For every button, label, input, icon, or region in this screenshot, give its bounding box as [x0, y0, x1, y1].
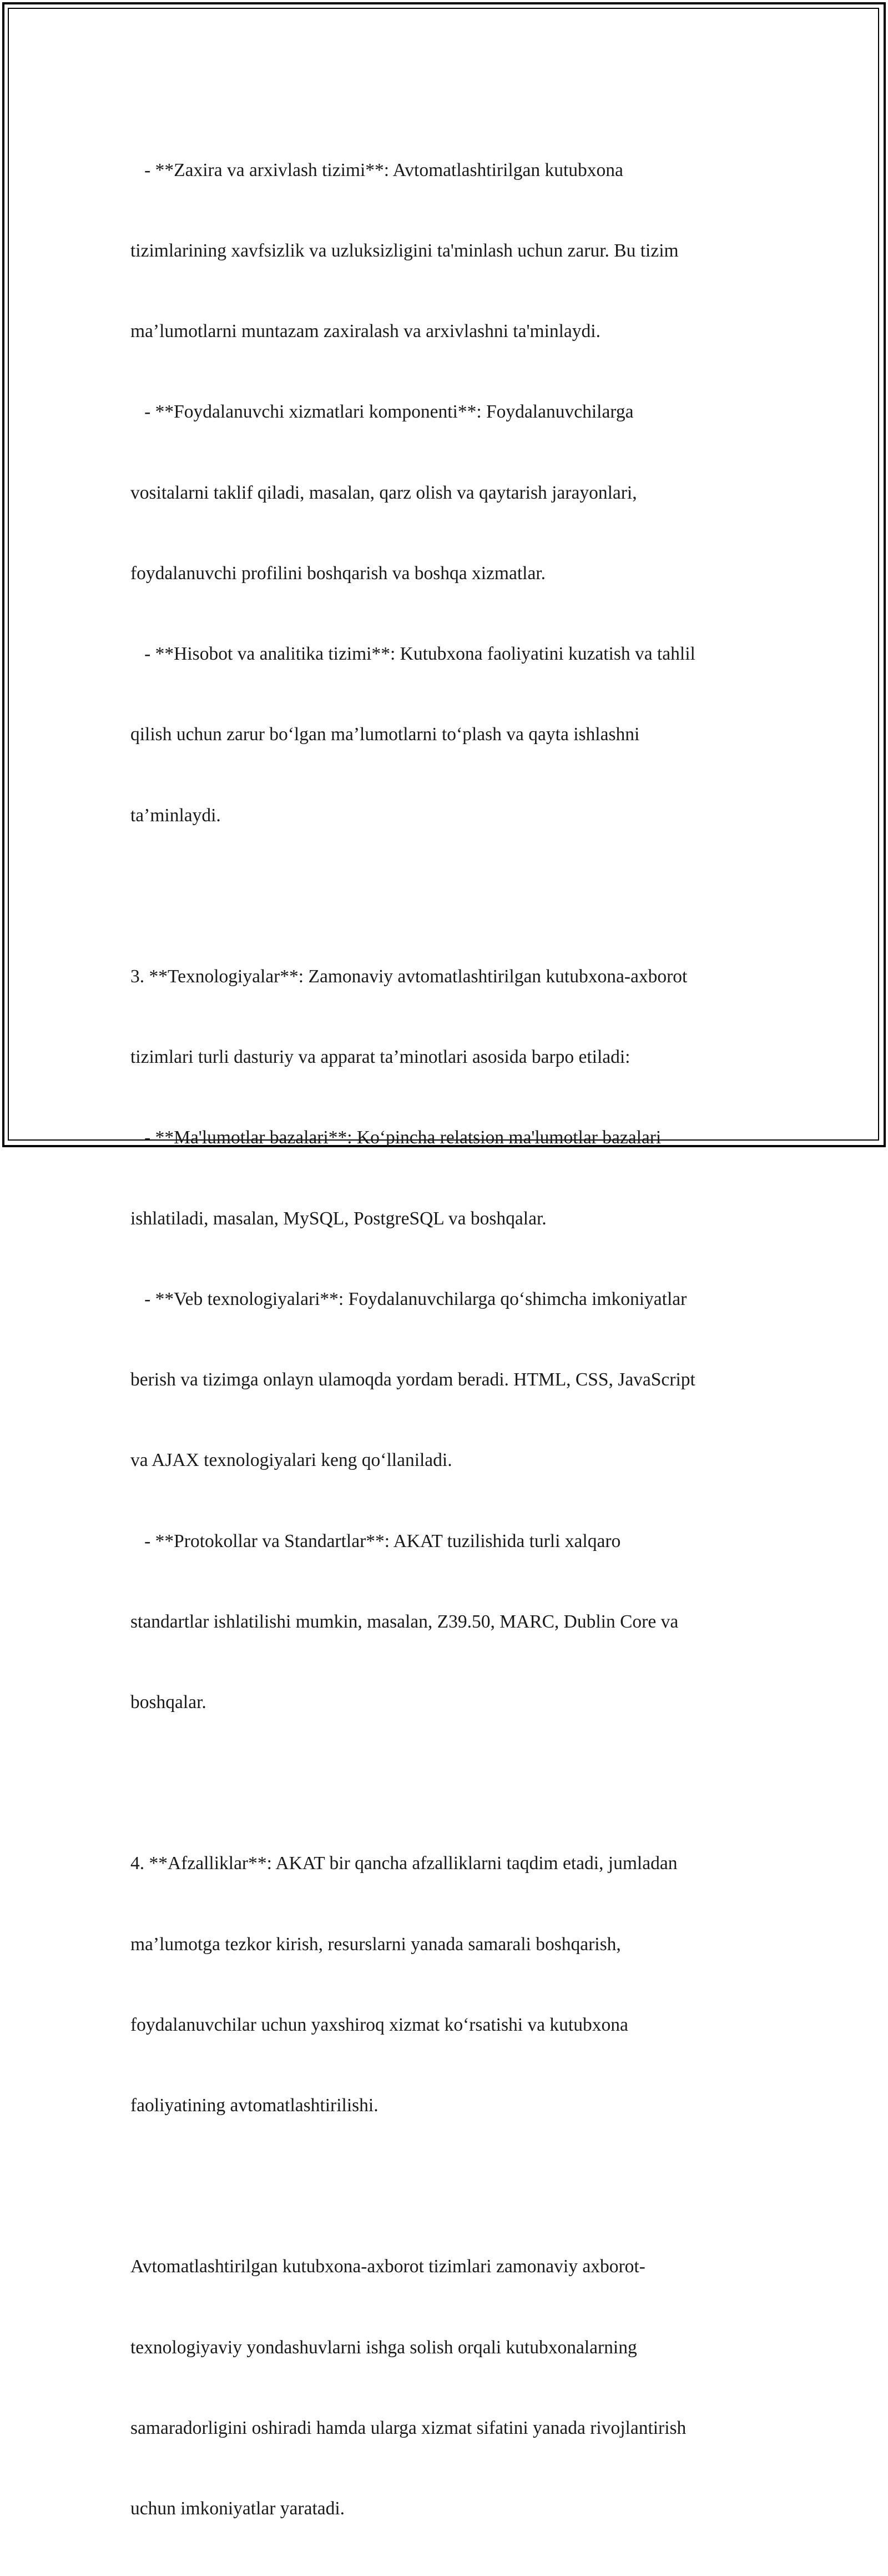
text-line: 3. **Texnologiyalar**: Zamonaviy avtomatlashtirilgan kutubxona-axborot: [130, 966, 688, 987]
text-line: tizimlari turli dasturiy va apparat ta’minotlari asosida barpo etiladi:: [130, 1047, 630, 1068]
text-line: samaradorligini oshiradi hamda ularga xizmat sifatini yanada rivojlantirish: [130, 2417, 687, 2438]
text-line: foydalanuvchilar uchun yaxshiroq xizmat ko‘rsatishi va kutubxona: [130, 2014, 628, 2035]
paragraph-conclusion: [130, 2200, 763, 2576]
text-line: ma’lumotlarni muntazam zaxiralash va arxivlashni ta'minlaydi.: [130, 321, 601, 342]
text-line: foydalanuvchi profilini boshqarish va boshqa xizmatlar.: [130, 563, 546, 584]
document-body: [130, 103, 763, 2576]
paragraph-gap: [130, 1770, 763, 1796]
text-line: qilish uchun zarur bo‘lgan ma’lumotlarni to‘plash va qayta ishlashni: [130, 724, 640, 745]
text-line: ma’lumotga tezkor kirish, resurslarni yanada samarali boshqarish,: [130, 1934, 621, 1955]
text-line: Avtomatlashtirilgan kutubxona-axborot tizimlari zamonaviy axborot-: [130, 2256, 645, 2277]
text-line: uchun imkoniyatlar yaratadi.: [130, 2498, 345, 2519]
text-line: - **Ma'lumotlar bazalari**: Ko‘pincha relatsion ma'lumotlar bazalari: [130, 1127, 662, 1148]
text-line: - **Protokollar va Standartlar**: AKAT tuzilishida turli xalqaro: [130, 1530, 621, 1551]
text-line: tizimlarining xavfsizlik va uzluksizligini ta'minlash uchun zarur. Bu tizim: [130, 240, 679, 262]
paragraph-advantages: [130, 1797, 763, 2173]
text-line: boshqalar.: [130, 1691, 206, 1713]
text-line: vositalarni taklif qiladi, masalan, qarz olish va qaytarish jarayonlari,: [130, 482, 637, 503]
text-line: ta’minlaydi.: [130, 805, 221, 826]
text-line: berish va tizimga onlayn ulamoqda yordam beradi. HTML, CSS, JavaScript: [130, 1369, 695, 1390]
paragraph-components: [130, 103, 763, 883]
text-line: 4. **Afzalliklar**: AKAT bir qancha afzalliklarni taqdim etadi, jumladan: [130, 1853, 678, 1874]
paragraph-gap: [130, 883, 763, 910]
paragraph-gap: [130, 2173, 763, 2200]
text-line: - **Foydalanuvchi xizmatlari komponenti**: Foydalanuvchilarga: [130, 401, 634, 423]
text-line: - **Zaxira va arxivlash tizimi**: Avtomatlashtirilgan kutubxona: [130, 159, 623, 180]
text-line: faoliyatining avtomatlashtirilishi.: [130, 2095, 379, 2116]
text-line: - **Veb texnologiyalari**: Foydalanuvchilarga qo‘shimcha imkoniyatlar: [130, 1288, 687, 1309]
paragraph-technologies: [130, 910, 763, 1770]
text-line: ishlatiladi, masalan, MySQL, PostgreSQL va boshqalar.: [130, 1208, 547, 1229]
text-line: - **Hisobot va analitika tizimi**: Kutubxona faoliyatini kuzatish va tahlil: [130, 644, 695, 665]
text-line: standartlar ishlatilishi mumkin, masalan, Z39.50, MARC, Dublin Core va: [130, 1611, 679, 1632]
text-line: texnologiyaviy yondashuvlarni ishga solish orqali kutubxonalarning: [130, 2337, 637, 2358]
text-line: va AJAX texnologiyalari keng qo‘llaniladi.: [130, 1450, 452, 1471]
